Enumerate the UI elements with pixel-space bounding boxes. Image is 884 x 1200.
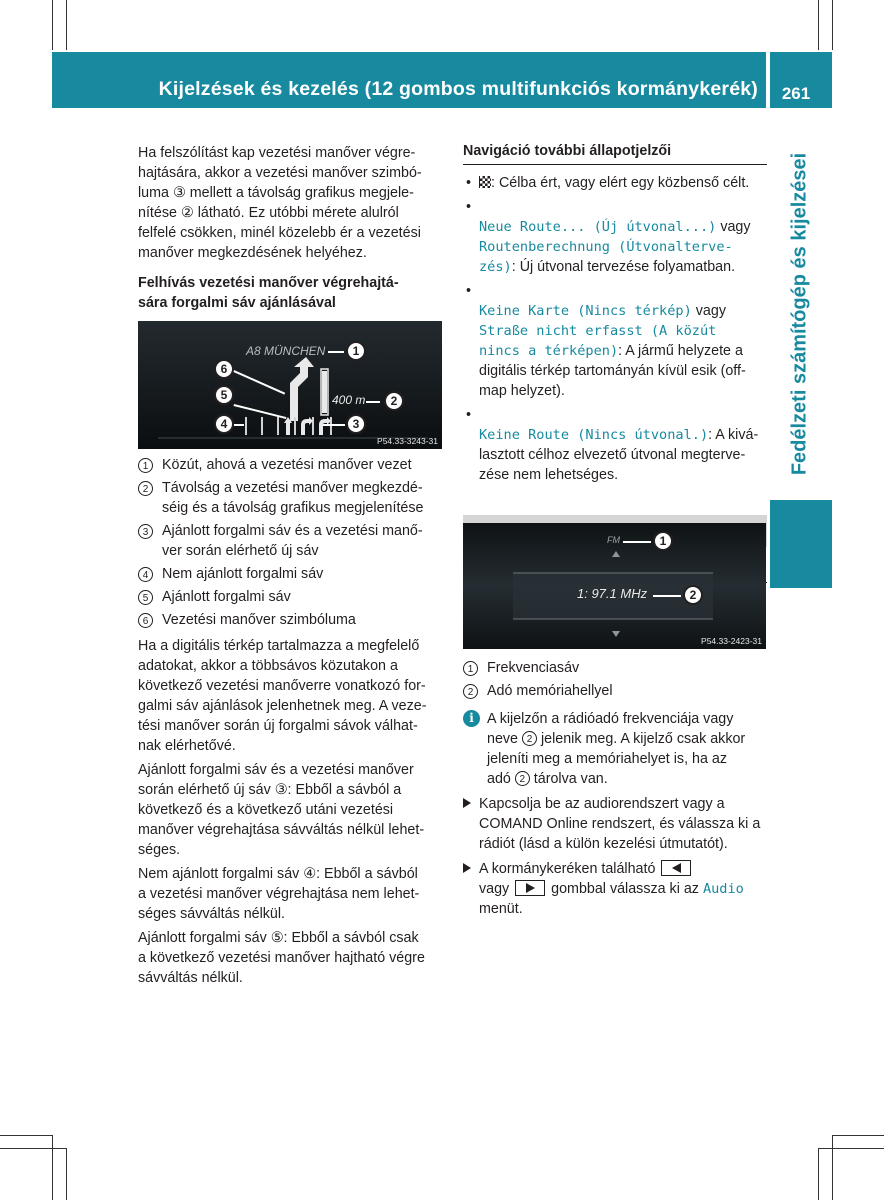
legend-item: 1 Frekvenciasáv [463,658,769,678]
frequency-label: 1: 97.1 MHz [577,586,648,601]
figure-code: P54.33-2423-31 [701,636,762,646]
left-column [138,143,444,317]
callout-leader [653,595,681,597]
bullet-item: • Keine Karte (Nincs térkép) vagy Straße nicht erfasst (A közút nincs a térképen): A jármű helyzete a digitális térkép tartományán kívül esik (off- map helyzet). [466,283,746,399]
callout-number: 2 [138,481,153,496]
instruction-step: A kormánykeréken található vagy gombbal válassza ki az Audio menüt. [463,859,769,919]
nav-status-heading: Navigáció további állapotjelzői [463,141,767,165]
callout-4: 4 [214,414,234,434]
step-arrow-icon [463,863,471,873]
callout-1: 1 [653,531,673,551]
side-tab-block [770,500,832,588]
crop-mark [818,1148,884,1149]
callout-number: 6 [138,613,153,628]
callout-2: 2 [683,585,703,605]
legend-item: 3 Ajánlott forgalmi sáv és a vezetési manő- ver során elérhető új sáv [138,521,444,561]
right-column-lower [463,658,769,924]
section-heading-lane: Felhívás vezetési manőver végrehajtá- sára forgalmi sáv ajánlásával [138,275,399,311]
step-arrow-icon [463,798,471,808]
lane-recommendation-figure [138,321,442,449]
side-tab-label: Fedélzeti számítógép és kijelzései [788,152,811,476]
legend-item: 2 Adó memóriahellyel [463,681,769,701]
destination-label: A8 MÜNCHEN [246,344,326,358]
callout-number: 3 [138,524,153,539]
checkered-flag-icon [479,176,491,188]
crop-mark [52,1135,53,1200]
page-number: 261 [781,84,811,103]
crop-mark [0,1135,52,1136]
callout-2: 2 [384,391,404,411]
crop-mark [66,0,67,50]
right-button-icon [515,880,545,896]
paragraph: Nem ajánlott forgalmi sáv ④: Ebből a sávból a vezetési manőver végrehajtása nem lehet- séges sávváltás nélkül. [138,866,420,922]
crop-mark [818,0,819,50]
callout-leader [234,424,244,426]
callout-number: 1 [138,458,153,473]
callout-1: 1 [346,341,366,361]
figure-code: P54.33-3243-31 [377,436,438,446]
crop-mark [832,1135,884,1136]
callout-leader [623,541,651,543]
legend-item: 2 Távolság a vezetési manőver megkezdé- séig és a távolság grafikus megjelenítése [138,478,444,518]
callout-number: 1 [463,661,478,676]
lane-display-graphic [138,321,442,449]
callout-leader [366,401,380,403]
bullet-item: • Neue Route... (Új útvonal...) vagy Routenberechnung (Útvonalterve- zés): Új útvonal tervezése folyamatban. [466,199,751,275]
legend-item: 1 Közút, ahová a vezetési manőver vezet [138,455,444,475]
crop-mark [818,1148,819,1200]
callout-number: 2 [463,684,478,699]
crop-mark [52,0,53,50]
left-column-lower [138,455,444,992]
info-icon: i [463,710,480,727]
header-title: Kijelzések és kezelés (12 gombos multifunkciós kormánykerék) [158,78,758,100]
crop-mark [0,1148,66,1149]
callout-leader [328,351,344,353]
legend-item: 4 Nem ajánlott forgalmi sáv [138,564,444,584]
callout-leader [323,424,345,426]
legend-item: 5 Ajánlott forgalmi sáv [138,587,444,607]
figure-legend [138,455,444,630]
crop-mark [832,1135,833,1200]
crop-mark [66,1148,67,1200]
callout-number: 5 [138,590,153,605]
distance-label: 400 m [332,393,366,407]
legend-item: 6 Vezetési manőver szimbóluma [138,610,444,630]
band-label: FM [607,535,620,545]
intro-paragraph: Ha felszólítást kap vezetési manőver végre- hajtására, akkor a vezetési manőver szimbó- luma ③ mellett a távolság grafikus megjele- nítése ② látható. Ez utóbbi mérete alulról felfelé csökken, minél közelebb ér a vezetési manőver megkezdésének helyéhez. [138,145,422,261]
left-button-icon [661,860,691,876]
paragraph: Ajánlott forgalmi sáv és a vezetési manőver során elérhető új sáv ③: Ebből a sávból a következő és a következő utáni vezetési manőver végrehajtása sávváltás nélkül lehet- séges. [138,762,425,858]
radio-station-figure [463,523,766,649]
callout-6: 6 [214,359,234,379]
callout-number: 4 [138,567,153,582]
crop-mark [832,0,833,50]
paragraph: Ajánlott forgalmi sáv ⑤: Ebből a sávból csak a következő vezetési manőver hajtható végre sávváltás nélkül. [138,930,425,986]
paragraph: Ha a digitális térkép tartalmazza a megfelelő adatokat, akkor a többsávos közutakon a következő vezetési manőverre vonatkozó for- galmi sáv ajánlások jelenhetnek meg. A veze- tési manőver során új forgalmi sávok válhat- nak elérhetővé. [138,638,427,754]
bullet-item: • Keine Route (Nincs útvonal.): A kivá- lasztott célhoz elvezető útvonal megterve- zése nem lehetséges. [466,407,759,483]
info-note: i A kijelzőn a rádióadó frekvenciája vagy neve 2 jelenik meg. A kijelző csak akkor jeleníti meg a memóriahelyet is, ha az adó 2 tárolva van. [463,709,769,789]
callout-5: 5 [214,385,234,405]
instruction-step: Kapcsolja be az audiorendszert vagy a COMAND Online rendszert, és válassza ki a rádiót (lásd a külön kezelési útmutatót). [463,794,769,854]
callout-3: 3 [346,414,366,434]
bullet-item: • : Célba ért, vagy elért egy közbenső célt. [466,175,750,191]
